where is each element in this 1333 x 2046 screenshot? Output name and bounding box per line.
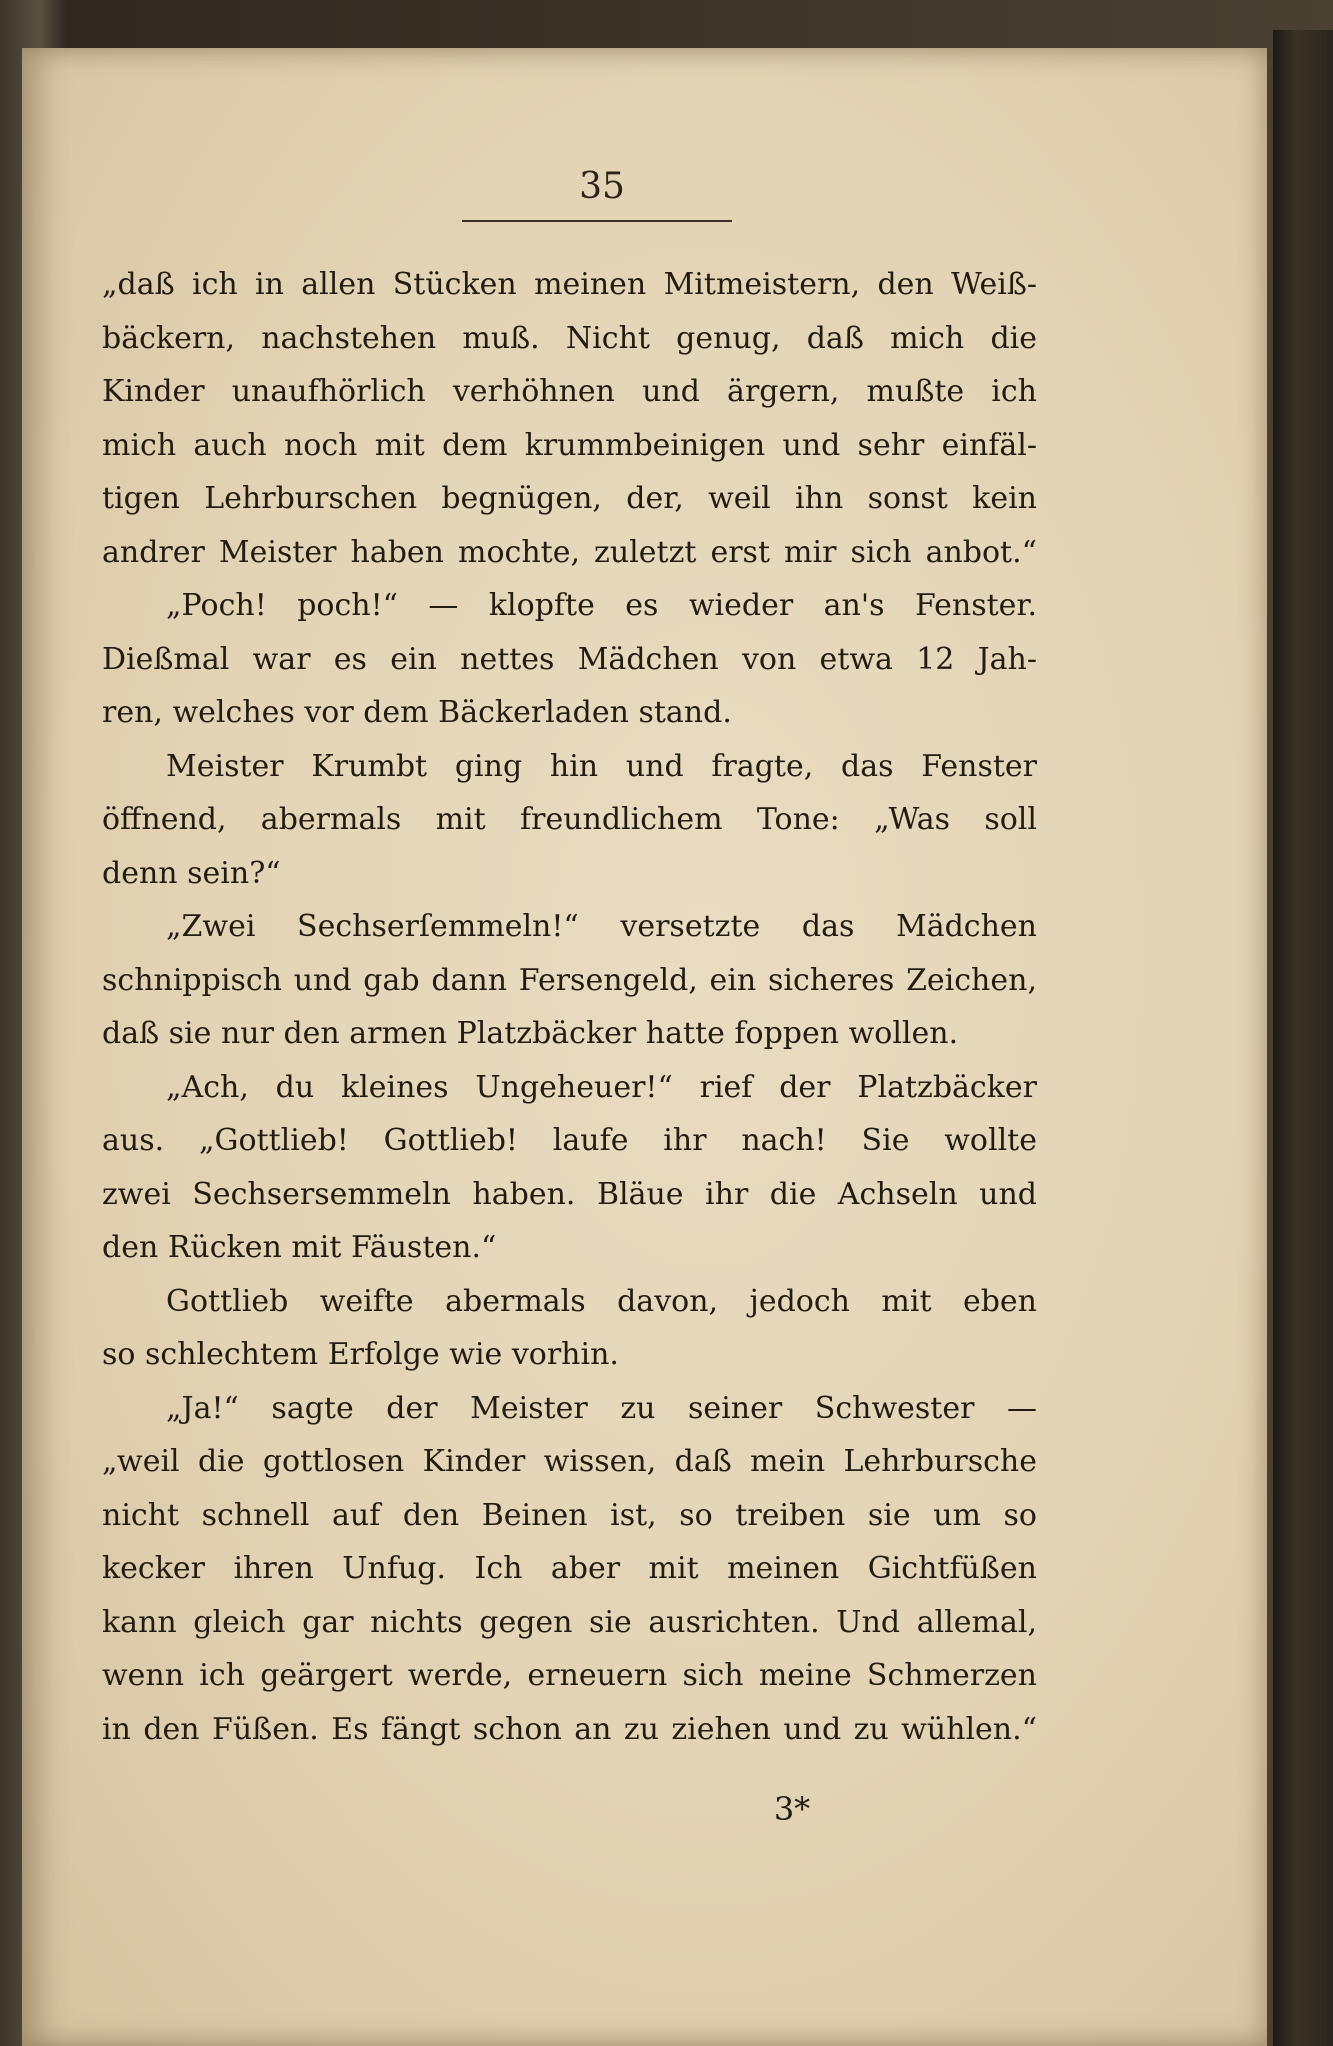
text-line: kecker ihren Unfug. Ich aber mit meinen Gichtfüßen [102,1551,1037,1586]
text-line: Dießmal war es ein nettes Mädchen von etwa 12 Jah- [102,641,1037,677]
text-line: Meister Krumbt ging hin und fragte, das Fenster [166,748,1037,784]
text-line: so schlechtem Erfolge wie vorhin. [102,1337,619,1372]
text-line: den Rücken mit Fäusten.“ [102,1230,497,1265]
text-line: ren, welches vor dem Bäckerladen stand. [102,695,732,730]
text-line: denn sein?“ [102,855,281,891]
text-line: „weil die gottlosen Kinder wissen, daß mein Lehrbursche [102,1444,1037,1479]
text-line: andrer Meister haben mochte, zuletzt erst mir sich anbot.“ [102,534,1037,570]
text-line: aus. „Gottlieb! Gottlieb! laufe ihr nach! Sie wollte [102,1123,1037,1158]
text-line: nicht schnell auf den Beinen ist, so treiben sie um so [102,1497,1037,1533]
text-line: mich auch noch mit dem krummbeinigen und sehr einfäl- [102,427,1037,463]
text-line: „Ja!“ sagte der Meister zu seiner Schwester — [166,1390,1037,1426]
text-line: bäckern, nachstehen muß. Nicht genug, daß mich die [102,320,1037,356]
header-rule [462,220,732,222]
text-line: in den Füßen. Es fängt schon an zu ziehen und zu wühlen.“ [102,1711,1037,1747]
text-line: tigen Lehrburschen begnügen, der, weil ihn sonst kein [102,481,1037,516]
text-line: „Zwei Sechserſemmeln!“ versetzte das Mädchen [166,909,1037,944]
book-page [22,48,1267,2046]
text-line: wenn ich geärgert werde, erneuern sich meine Schmerzen [102,1658,1037,1693]
page-number: 35 [579,166,625,207]
signature-mark: 3* [773,1790,811,1828]
text-line: „daß ich in allen Stücken meinen Mitmeistern, den Weiß- [102,267,1037,302]
text-line: daß sie nur den armen Platzbäcker hatte foppen wollen. [102,1016,959,1051]
text-line: zwei Sechsersemmeln haben. Bläue ihr die Achseln und [102,1176,1037,1212]
text-line: Gottlieb weifte abermals davon, jedoch mit eben [166,1283,1037,1319]
text-line: öffnend, abermals mit freundlichem Tone: „Was soll [102,802,1037,837]
text-line: schnippisch und gab dann Fersengeld, ein sicheres Zeichen, [102,962,1037,998]
book-cover-edge [1273,30,1333,2046]
text-line: kann gleich gar nichts gegen sie ausrichten. Und allemal, [102,1604,1037,1640]
text-line: Kinder unaufhörlich verhöhnen und ärgern, mußte ich [102,374,1037,409]
text-line: „Poch! poch!“ — klopfte es wieder an's Fenster. [166,588,1037,623]
text-line: „Ach, du kleines Ungeheuer!“ rief der Platzbäcker [166,1069,1037,1105]
body-text [102,258,1037,1756]
